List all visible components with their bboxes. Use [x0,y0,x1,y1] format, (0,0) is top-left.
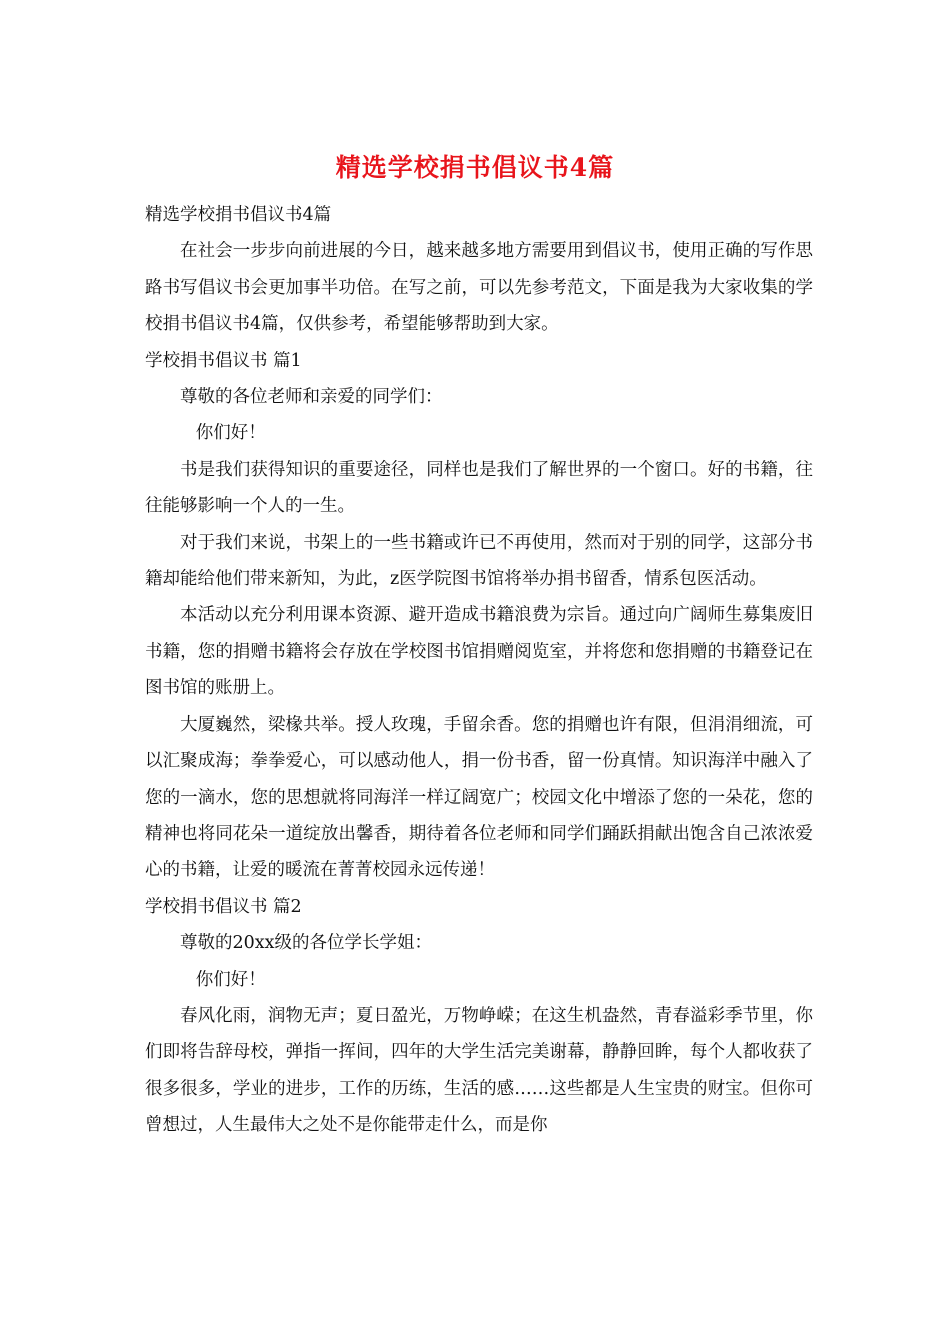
intro-paragraph: 在社会一步步向前进展的今日，越来越多地方需要用到倡议书，使用正确的写作思路书写倡议书会更加事半功倍。在写之前，可以先参考范文，下面是我为大家收集的学校捐书倡议书4篇，仅供参考，希望能够帮助到大家。 [145,241,813,335]
body-paragraph: 对于我们来说，书架上的一些书籍或许已不再使用，然而对于别的同学，这部分书籍却能给他们带来新知，为此，z医学院图书馆将举办捐书留香，情系包医活动。 [145,532,813,590]
salutation: 尊敬的各位老师和亲爱的同学们： [180,387,443,408]
greeting: 你们好！ [195,423,266,444]
document-title: 精选学校捐书倡议书4篇 [335,153,615,182]
body-paragraph: 春风化雨，润物无声；夏日盈光，万物峥嵘；在这生机盎然，青春溢彩季节里，你们即将告辞母校，弹指一挥间，四年的大学生活完美谢幕，静静回眸，每个人都收获了很多很多，学业的进步，工作的历练，生活的感……这些都是人生宝贵的财宝。但你可曾想过，人生最伟大之处不是你能带走什么，而是你 [145,1005,813,1136]
document-body [145,197,813,1144]
section-heading: 学校捐书倡议书 篇2 [145,896,302,917]
salutation: 尊敬的20xx级的各位学长学姐： [180,933,433,954]
greeting: 你们好！ [195,969,266,990]
body-paragraph: 书是我们获得知识的重要途径，同样也是我们了解世界的一个窗口。好的书籍，往往能够影响一个人的一生。 [145,459,813,517]
body-paragraph: 大厦巍然，梁椽共举。授人玫瑰，手留余香。您的捐赠也许有限，但涓涓细流，可以汇聚成海；拳拳爱心，可以感动他人，捐一份书香，留一份真情。知识海洋中融入了您的一滴水，您的思想就将同海洋一样辽阔宽广；校园文化中增添了您的一朵花，您的精神也将同花朵一道绽放出馨香，期待着各位老师和同学们踊跃捐献出饱含自己浓浓爱心的书籍，让爱的暖流在菁菁校园永远传递！ [145,714,813,881]
body-paragraph: 本活动以充分利用课本资源、避开造成书籍浪费为宗旨。通过向广阔师生募集废旧书籍，您的捐赠书籍将会存放在学校图书馆捐赠阅览室，并将您和您捐赠的书籍登记在图书馆的账册上。 [145,605,813,699]
section-heading: 学校捐书倡议书 篇1 [145,350,302,371]
document-subtitle: 精选学校捐书倡议书4篇 [145,205,332,225]
